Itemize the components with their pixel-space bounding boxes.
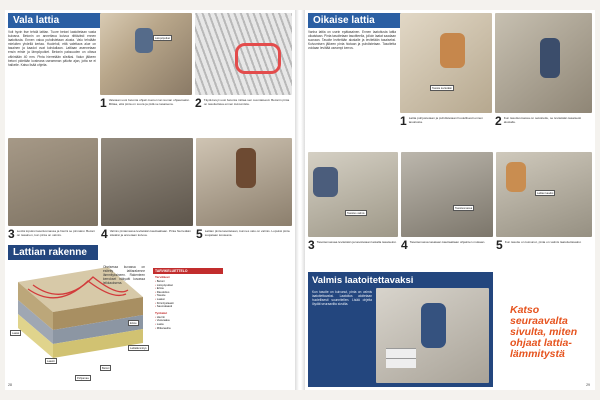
sidebar-list-item: • Tasoite: [155, 294, 221, 298]
sidebar-list-item: • Laatat: [155, 298, 221, 302]
left-page: [5, 10, 295, 390]
finished-text: Kun tasoite on kuivunut, pinta on valmis laatoitettavaksi. Laatoitus aloitetaan huolellisesti suunnitellen. Lisää ohjeita löydät seuraavilta sivuilta.: [312, 290, 372, 307]
sidebar-sub-tyokalut: Työkalut: [155, 310, 168, 315]
sidebar-list-item: • Lasta: [155, 323, 221, 327]
sidebar-list-item: • Eriste: [155, 287, 221, 291]
photo-step-1: [100, 13, 192, 95]
sidebar-list-item: • Betoni: [155, 280, 221, 284]
sidebar-list: [153, 279, 223, 310]
caption-step-5: 5 Kun tasoite on kuivunut, pinta on valmis laatoitettavaksi.: [496, 238, 582, 252]
photo-step-4: [401, 152, 493, 237]
page-number: 28: [8, 383, 12, 387]
page-number: 29: [586, 383, 590, 387]
photo-step-3: [308, 152, 398, 237]
sidebar-list-item: • Kiinnityslaasti: [155, 302, 221, 306]
sidebar-list-item: • Lämpöputket: [155, 284, 221, 288]
sidebar-list-item: • Mittanauha: [155, 327, 221, 331]
body-text: Vanha lattia on usein epätasainen. Ennen laatoitusta lattia oikaistaan. Pinta tasoitetaan tasoitteella, jolloin laatat saadaan suoraan. Tasoite levitetään alustalle ja levitetään tasaiseksi. Kuivumisen jälkeen pinta hiotaan ja puhdistetaan. Tasoitetta voidaan levittää useampi kerros.: [308, 30, 396, 51]
caption-step-2: 2 Täytä kevyt uusi betonia mittaa sen suuntaisesti. Betonin pinta on tasoitettava ennen kuivumista.: [195, 96, 290, 110]
caption-step-1: 1 Lattia pohjustetaan ja puhdistetaan huolellisesti ennen tasoitusta.: [400, 114, 483, 128]
section-title-vala-lattia: Vala lattia: [8, 13, 108, 28]
sidebar-sub-tarvikkeet: Tarvikkeet: [155, 275, 170, 279]
right-page: [305, 10, 595, 390]
caption-step-5: 5 Lattian pinta tasoitetaan, kunnes valu on valmis. Lopuksi pinta suojataan kosteana.: [196, 227, 290, 241]
structure-label: Laastit: [47, 359, 55, 363]
structure-label: Lattialämmitys: [130, 346, 147, 350]
sidebar-list: [153, 315, 223, 331]
section-title-oikaise-lattia: Oikaise lattia: [308, 13, 408, 28]
sidebar-list-item: • Vesivaaka: [155, 319, 221, 323]
structure-label: Eriste: [130, 321, 137, 325]
photo-step-2: [195, 13, 292, 95]
sidebar-list-item: • Hierrin: [155, 316, 221, 320]
structure-label: Laatat: [12, 331, 20, 335]
sidebar-tarvikeluettelo: [153, 268, 223, 331]
label-box: Lämpöputket: [155, 36, 170, 40]
label-box: Tasoite levitetään: [432, 86, 453, 90]
section-title-lattian-rakenne: Lattian rakenne: [8, 245, 98, 260]
photo-step-3: [8, 138, 98, 226]
finished-box: [308, 272, 493, 387]
caption-step-3: 3 Tasoitemassaa levitetään ja tasoitetaan lastalla tasaiseksi.: [308, 238, 397, 252]
caption-step-4: 4 Tasoitemassa tasataan kauttaaltaan ohjainten mukaan.: [401, 238, 486, 252]
promo-text: Katso seuraavalta sivulta, miten ohjaat lattia-lämmitystä: [510, 304, 578, 360]
photo-step-2: [495, 13, 592, 113]
photo-step-4: [101, 138, 193, 226]
caption-step-2: 2 Kun tasoitusmassa on sekoitettu, se levitetään tasaisesti alustalle.: [495, 114, 582, 128]
sidebar-list-item: • Saumalaasti: [155, 305, 221, 309]
structure-label: Betoni: [102, 366, 110, 370]
photo-step-1: [400, 13, 492, 113]
caption-step-3: 3 Levitä lopuksi tasoitusmassa ja hierrä se pinnaksi. Betoni on tasainen, kun pinta on valmis.: [8, 227, 95, 241]
structure-text: Oheisessa kuvassa on esitetty lattiarakenne lämmityksineen. Rakenteen kerrokset näkyvät kuvassa leikkauksena.: [103, 265, 145, 286]
photo-step-5: [196, 138, 292, 226]
label-box: Tasoitusmassa: [455, 206, 473, 210]
body-text: Voit hyvin itse tehdä lattian. Tuore betoni laatoitetaan vasta kuivana. Betonin on annettava kuivua riittävästi ennen laatoitusta. Ennen valua puhdistetaan alusta. Valu tehdään mieluiten yhdellä kertaa. Huolehdi, että valettava alue on tasainen ja kaadot ovat kohdallaan. Lattiaan asennetaan ensin eriste ja lämpöputket. Betonin paksuuden on oltava vähintään 40 mm. Pinta hierretään sileäksi. Valun jälkeen betoni pidetään kosteana useamman päivän ajan, jotta se ei halkeile. Katso lisää ohjeita.: [8, 30, 96, 67]
photo-finished: [376, 288, 489, 383]
label-box: Tasoitus valmis: [347, 211, 365, 215]
structure-label: Pohjamaa: [77, 376, 89, 380]
caption-step-1: 1 Valetaan uusi betonia ohjain kuoren tai reunan ohjaamaksi. Mittaa, että pinta on suora ja pidä se tasaisena.: [100, 96, 190, 110]
label-box: Lattian kaadot: [537, 191, 554, 195]
page-gutter: [295, 10, 305, 390]
caption-step-4: 4 Valmis pintamassa levitetään kauttaaltaan. Pinta hierretään sileäksi ja annetaan kuivua.: [101, 227, 191, 241]
sidebar-head: TARVIKELUETTELO: [153, 268, 223, 274]
sidebar-list-item: • Raudoitus: [155, 291, 221, 295]
section-title-valmis: Valmis laatoitettavaksi: [312, 275, 414, 286]
